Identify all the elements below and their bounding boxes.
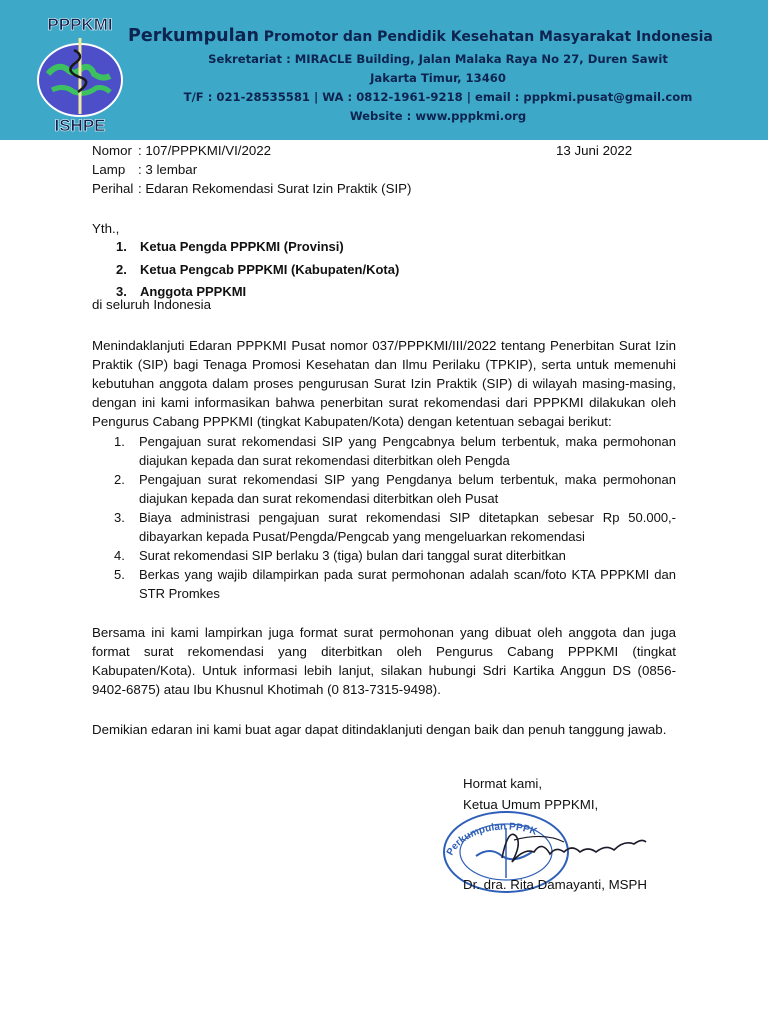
list-item xyxy=(116,239,399,262)
terms-list xyxy=(92,432,676,603)
recipient-number: 1. xyxy=(116,239,127,254)
term-number: 2. xyxy=(114,472,125,487)
term-number: 1. xyxy=(114,434,125,449)
recipient-text: Ketua Pengcab PPPKMI (Kabupaten/Kota) xyxy=(140,261,400,277)
lamp-row xyxy=(92,162,197,177)
closing-paragraph: Bersama ini kami lampirkan juga format surat permohonan yang dibuat oleh anggota dan juga format surat rekomendasi yang diterbitkan oleh Pengurus Cabang PPPKMI (tingkat Kabupaten/Kota). Untuk informasi lebih lanjut, silakan hubungi Sdri Kartika Anggun DS (0856-9402-6875) atau Ibu Khusnul Khotimah (0 813-7315-9498). xyxy=(92,625,676,697)
signature-title: Ketua Umum PPPKMI, xyxy=(463,797,599,812)
recipient-location: di seluruh Indonesia xyxy=(92,297,212,312)
city-line: Jakarta Timur, 13460 xyxy=(370,71,506,85)
organization-logo xyxy=(34,10,126,136)
logo-bottom-text: ISHPE xyxy=(54,116,106,135)
lamp-label: Lamp xyxy=(92,162,126,177)
nomor-value: : 107/PPPKMI/VI/2022 xyxy=(138,143,272,158)
term-text: Surat rekomendasi SIP berlaku 3 (tiga) bulan dari tanggal surat diterbitkan xyxy=(139,548,566,563)
term-text: Pengajuan surat rekomendasi SIP yang Pengdanya belum terbentuk, maka permohonan diajukan kepada dan surat rekomendasi diterbitkan oleh Pusat xyxy=(139,472,676,506)
recipient-text: Anggota PPPKMI xyxy=(140,284,247,299)
list-item xyxy=(92,470,676,508)
term-number: 4. xyxy=(114,548,125,563)
term-text: Pengajuan surat rekomendasi SIP yang Pengcabnya belum terbentuk, maka permohonan diajukan kepada dan surat rekomendasi diterbitkan oleh Pengda xyxy=(139,434,676,468)
nomor-label: Nomor xyxy=(92,143,132,158)
perihal-value: : Edaran Rekomendasi Surat Izin Praktik (SIP) xyxy=(138,181,412,196)
letter-date: 13 Juni 2022 xyxy=(556,143,633,158)
term-text: Berkas yang wajib dilampirkan pada surat permohonan adalah scan/foto KTA PPPKMI dan STR Promkes xyxy=(139,567,676,601)
recipient-text: Ketua Pengda PPPKMI (Provinsi) xyxy=(140,239,344,254)
list-item xyxy=(92,546,676,565)
term-text: Biaya administrasi pengajuan surat rekomendasi SIP ditetapkan sebesar Rp 50.000,- dibayarkan kepada Pusat/Pengda/Pengcab yang mengeluarkan rekomendasi xyxy=(139,510,676,544)
perihal-row xyxy=(92,181,411,196)
list-item xyxy=(92,565,676,603)
recipient-number: 2. xyxy=(116,261,127,277)
term-number: 5. xyxy=(114,567,125,582)
letterhead xyxy=(0,0,768,140)
term-number: 3. xyxy=(114,510,125,525)
salutation: Yth., xyxy=(92,221,120,236)
stamp-text: Perkumpulan PPPK xyxy=(444,821,539,858)
list-item xyxy=(92,508,676,546)
contact-line: T/F : 021-28535581 | WA : 0812-1961-9218 | email : pppkmi.pusat@gmail.com xyxy=(183,90,693,104)
org-name-rest: Promotor dan Pendidik Kesehatan Masyarakat Indonesia xyxy=(258,29,713,45)
nomor-row xyxy=(92,143,271,158)
list-item xyxy=(92,432,676,470)
website-line: Website : www.pppkmi.org xyxy=(349,109,527,123)
organization-name xyxy=(128,26,748,46)
recipient-number: 3. xyxy=(116,284,127,299)
signature-greeting: Hormat kami, xyxy=(463,776,543,791)
secretariat-address: Sekretariat : MIRACLE Building, Jalan Malaka Raya No 27, Duren Sawit xyxy=(208,52,668,66)
intro-paragraph: Menindaklanjuti Edaran PPPKMI Pusat nomor 037/PPPKMI/III/2022 tentang Penerbitan Surat Izin Praktik (SIP) bagi Tenaga Promosi Kesehatan dan Ilmu Perilaku (TPKIP), serta untuk memenuhi kebutuhan anggota dalam proses pengurusan Surat Izin Praktik (SIP) di wilayah masing-masing, dengan ini kami informasikan bahwa penerbitan surat rekomendasi dari PPPKMI dilakukan oleh Pengurus Cabang PPPKMI (tingkat Kabupaten/Kota) dengan ketentuan sebagai berikut: xyxy=(92,338,676,429)
list-item xyxy=(116,262,399,285)
lamp-value: : 3 lembar xyxy=(138,162,198,177)
handwritten-signature xyxy=(494,818,654,878)
perihal-label: Perihal xyxy=(92,181,134,196)
org-name-first: Perkumpulan xyxy=(128,26,259,46)
closing-line: Demikian edaran ini kami buat agar dapat ditindaklanjuti dengan baik dan penuh tanggung jawab. xyxy=(92,722,667,737)
logo-top-text: PPPKMI xyxy=(47,15,113,34)
signatory-name: Dr. dra. Rita Damayanti, MSPH xyxy=(463,877,647,892)
